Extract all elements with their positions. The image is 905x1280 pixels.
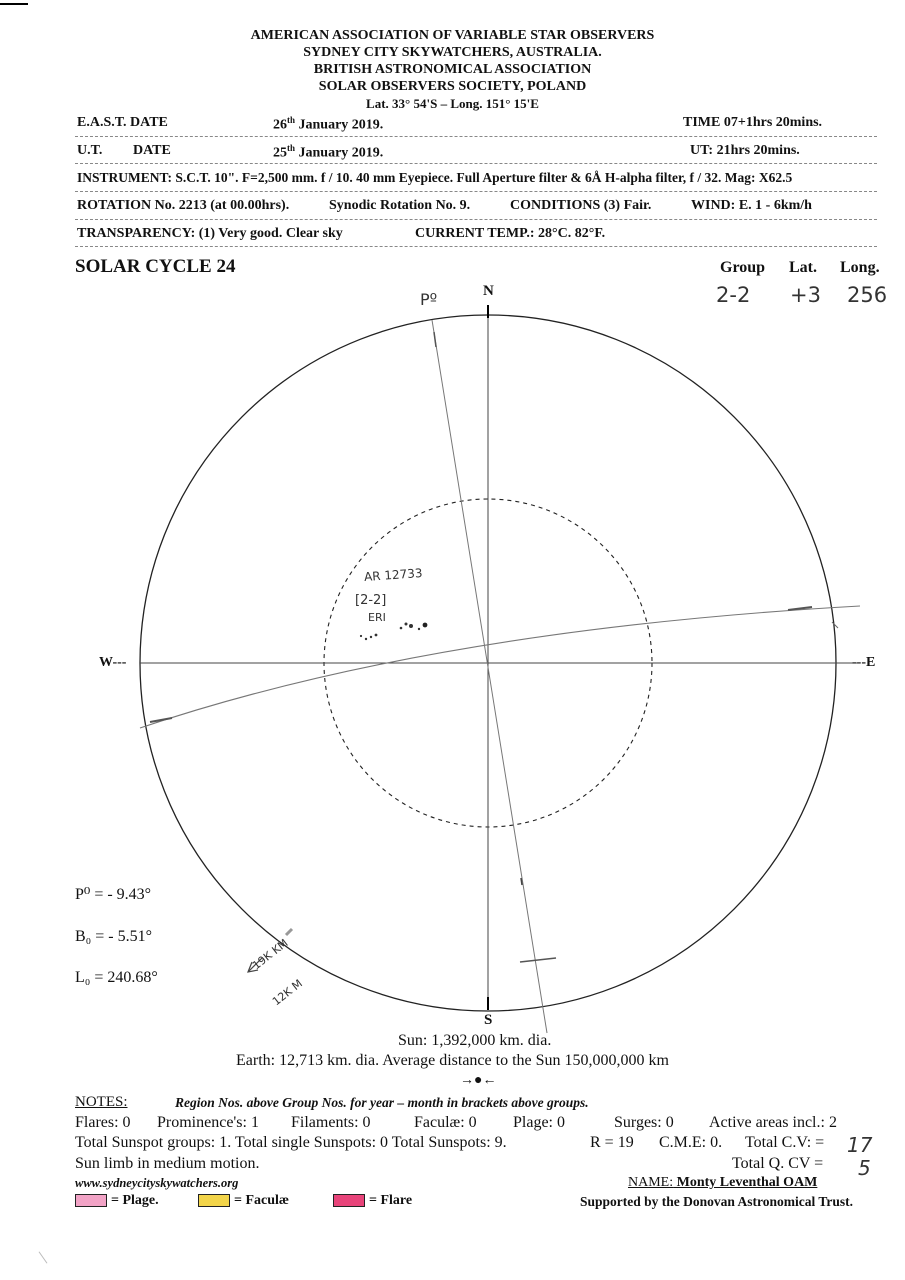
group-header: Group xyxy=(720,259,766,276)
observer-name: NAME: Monty Leventhal OAM xyxy=(628,1175,818,1190)
total-q-cv-value: 5 xyxy=(858,1156,871,1180)
location: Lat. 33° 54'S – Long. 151° 15'E xyxy=(366,96,539,111)
sun-diameter: Sun: 1,392,000 km. dia. xyxy=(398,1032,552,1049)
current-temp: CURRENT TEMP.: 28°C. 82°F. xyxy=(415,226,606,241)
south-label: S xyxy=(484,1012,493,1028)
transparency: TRANSPARENCY: (1) Very good. Clear sky xyxy=(77,226,343,241)
p0-rotation-axis xyxy=(432,320,547,1033)
solar-equator-line xyxy=(140,606,860,728)
east-label: ---E xyxy=(852,655,876,670)
group-value: 2-2 xyxy=(716,283,751,307)
sunspot xyxy=(370,636,372,638)
wind: WIND: E. 1 - 6km/h xyxy=(691,198,812,213)
total-cv-label: Total C.V: = xyxy=(745,1134,825,1151)
earth-info: Earth: 12,713 km. dia. Average distance to the Sun 150,000,000 km xyxy=(236,1052,669,1069)
prominences-count: Prominence's: 1 xyxy=(157,1114,259,1131)
sunspot xyxy=(418,628,420,630)
sunspot xyxy=(365,638,367,640)
instrument: INSTRUMENT: S.C.T. 10". F=2,500 mm. f / 10. 40 mm Eyepiece. Full Aperture filter & 6Å H-alpha filter, f / 32. Mag: X62.5 xyxy=(77,170,793,185)
faculae-count: Faculæ: 0 xyxy=(414,1114,477,1131)
axis-tick-n xyxy=(434,332,436,347)
sunspot xyxy=(409,624,413,628)
org-aavso: AMERICAN ASSOCIATION OF VARIABLE STAR OBSERVERS xyxy=(250,28,655,43)
ut-date-label: DATE xyxy=(133,143,171,158)
north-label: N xyxy=(483,283,494,299)
west-label: W--- xyxy=(99,655,127,670)
region-number: AR 12733 xyxy=(363,565,423,585)
faculae-swatch xyxy=(198,1194,230,1207)
east-date-value: 26th January 2019. xyxy=(273,115,384,133)
long-value: 256 xyxy=(847,283,888,307)
active-areas: Active areas incl.: 2 xyxy=(709,1114,837,1131)
legend-plage: = Plage. xyxy=(75,1193,159,1209)
earth-sun-symbol: →●← xyxy=(460,1073,497,1088)
ut-date-value: 25th January 2019. xyxy=(273,143,384,161)
total-q-cv-label: Total Q. CV = xyxy=(732,1155,824,1172)
sunspot xyxy=(400,627,403,630)
size-note-1: 19K KM xyxy=(250,936,291,973)
website[interactable]: www.sydneycityskywatchers.org xyxy=(75,1176,239,1190)
rotation-no: ROTATION No. 2213 (at 00.00hrs). xyxy=(77,198,290,213)
long-header: Long. xyxy=(840,259,880,276)
sunspot-totals: Total Sunspot groups: 1. Total single Sunspots: 0 Total Sunspots: 9. xyxy=(75,1134,507,1151)
p0-mark: Pº xyxy=(420,290,438,309)
conditions: CONDITIONS (3) Fair. xyxy=(510,198,652,213)
prominence-mark xyxy=(286,929,292,935)
group-bracket: [2-2] xyxy=(355,593,387,608)
total-cv-value: 17 xyxy=(847,1133,873,1157)
p0-value: P⁰ = - 9.43° xyxy=(75,886,152,903)
org-baa: BRITISH ASTRONOMICAL ASSOCIATION xyxy=(313,62,592,77)
filaments-count: Filaments: 0 xyxy=(291,1114,371,1131)
limb-mark xyxy=(832,622,838,628)
plage-swatch xyxy=(75,1194,107,1207)
ut-time: UT: 21hrs 20mins. xyxy=(690,143,800,158)
size-note-2: 12K M xyxy=(270,976,305,1009)
lat-value: +3 xyxy=(790,283,821,307)
org-sydney: SYDNEY CITY SKYWATCHERS, AUSTRALIA. xyxy=(303,45,602,60)
b0-value: B₀ = - 5.51° xyxy=(75,928,152,945)
notes-label: NOTES: xyxy=(75,1094,128,1110)
flares-count: Flares: 0 xyxy=(75,1114,131,1131)
axis-tick-s xyxy=(520,958,556,962)
axis-mark xyxy=(521,878,522,885)
legend-flare: = Flare xyxy=(333,1193,412,1209)
east-time: TIME 07+1hrs 20mins. xyxy=(683,115,823,130)
lat-header: Lat. xyxy=(789,259,817,276)
plage-count: Plage: 0 xyxy=(513,1114,565,1131)
surges-count: Surges: 0 xyxy=(614,1114,674,1131)
flare-swatch xyxy=(333,1194,365,1207)
sunspot xyxy=(423,623,428,628)
notes-subtitle: Region Nos. above Group Nos. for year – month in brackets above groups. xyxy=(175,1095,589,1110)
cme-count: C.M.E: 0. xyxy=(659,1134,723,1151)
org-poland: SOLAR OBSERVERS SOCIETY, POLAND xyxy=(318,79,587,94)
ut-label: U.T. xyxy=(77,143,103,158)
limb-motion: Sun limb in medium motion. xyxy=(75,1155,260,1172)
synodic-rotation: Synodic Rotation No. 9. xyxy=(329,198,471,213)
sunspot xyxy=(375,634,378,637)
solar-cycle-title: SOLAR CYCLE 24 xyxy=(75,256,236,277)
supported-by: Supported by the Donovan Astronomical Trust. xyxy=(580,1194,854,1209)
r-value: R = 19 xyxy=(590,1134,634,1151)
sunspot xyxy=(360,635,362,637)
east-date-label: E.A.S.T. DATE xyxy=(77,115,168,130)
l0-value: L₀ = 240.68° xyxy=(75,969,158,986)
sunspot xyxy=(405,623,408,626)
mcintosh-class: ERI xyxy=(368,611,386,624)
legend-faculae: = Faculæ xyxy=(198,1193,289,1209)
